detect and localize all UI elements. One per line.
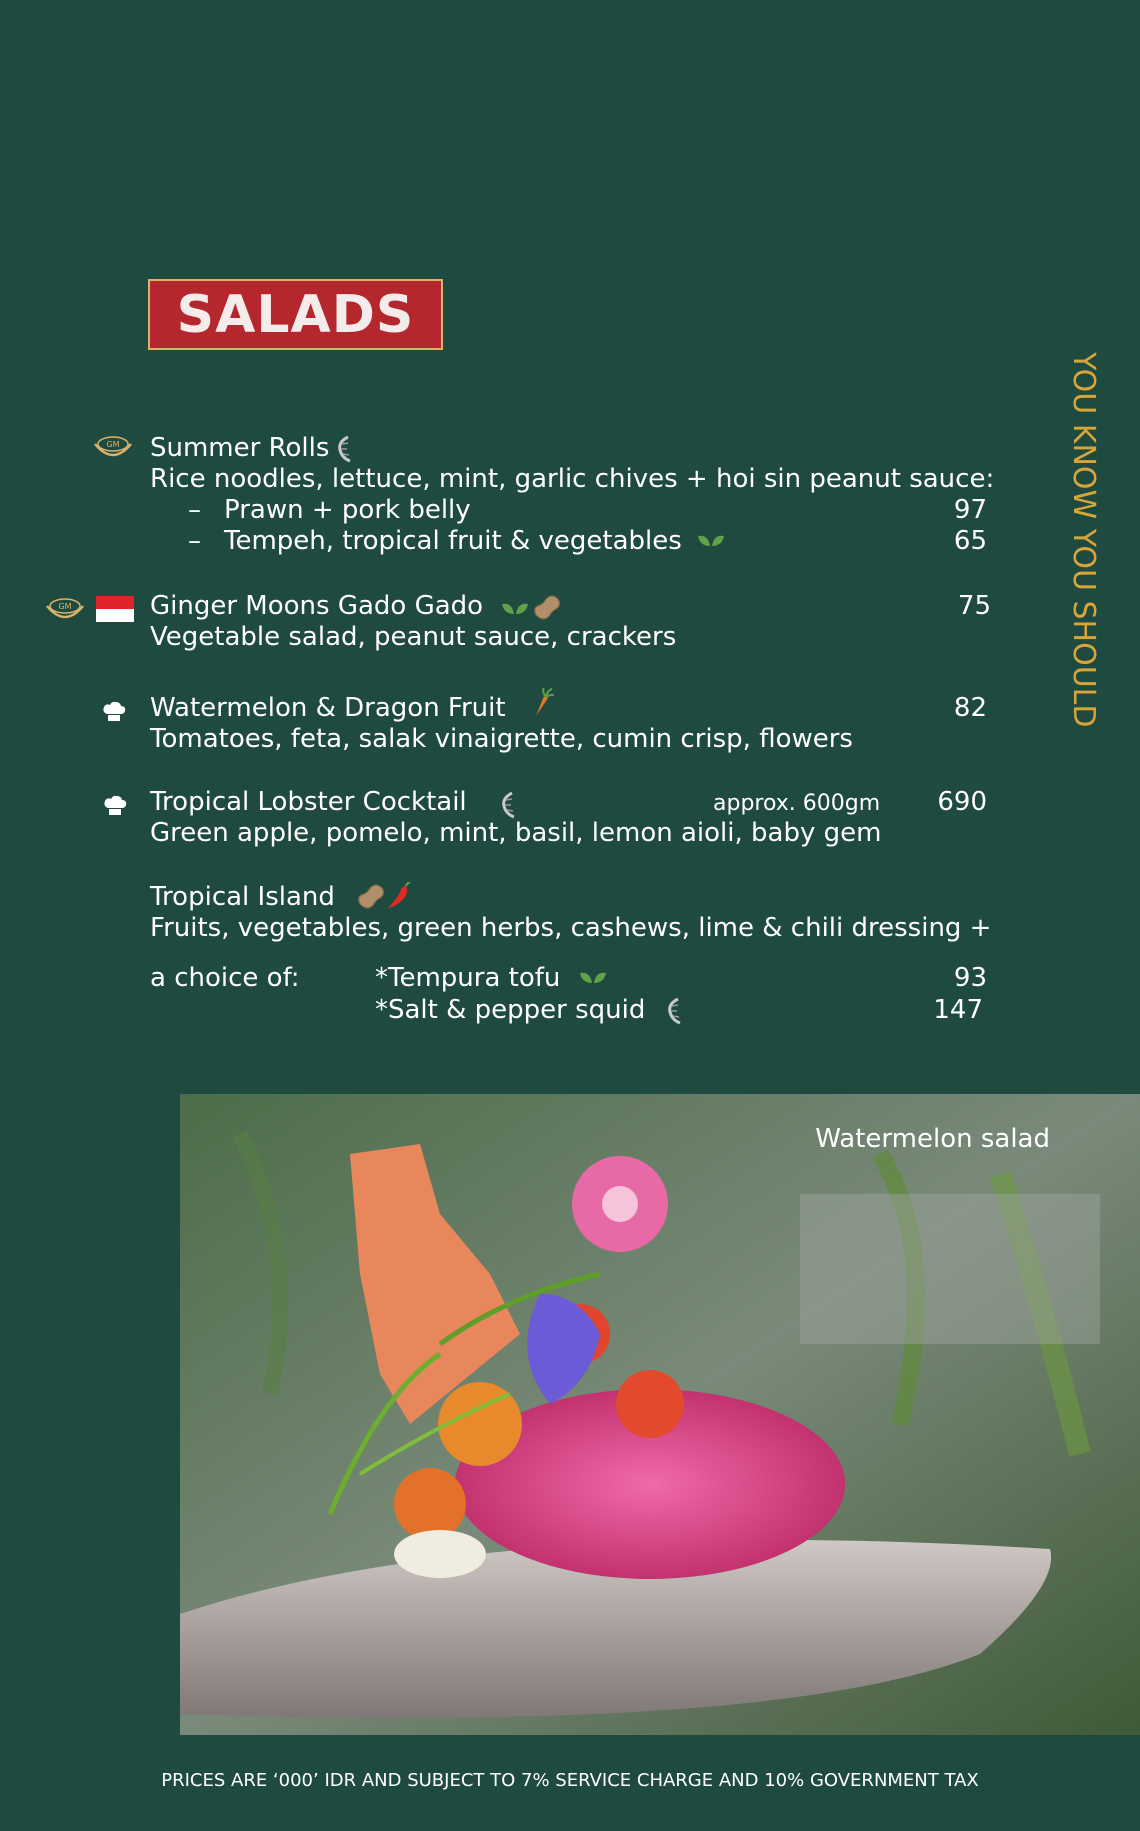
section-title-box — [148, 279, 443, 350]
item-desc-lobster: Green apple, pomelo, mint, basil, lemon aioli, baby gem — [150, 818, 882, 848]
item-note-lobster: approx. 600gm — [713, 791, 881, 816]
choice-price-salt-pepper-squid: 147 — [933, 995, 983, 1025]
shrimp-icon — [664, 996, 686, 1026]
item-price-gado-gado: 75 — [957, 591, 991, 621]
item-name-tropical-island: Tropical Island — [150, 882, 335, 912]
option-price-tempeh: 65 — [953, 526, 987, 556]
option-label-tempeh: Tempeh, tropical fruit & vegetables — [224, 526, 682, 556]
shrimp-icon — [498, 790, 520, 820]
chili-icon — [386, 882, 412, 910]
leaf-icon — [500, 600, 530, 620]
svg-text:GM: GM — [58, 602, 72, 611]
carrot-icon — [532, 688, 554, 718]
chef-hat-icon — [103, 794, 127, 818]
peanut-icon — [530, 593, 564, 623]
choice-tempura-tofu: *Tempura tofu — [375, 963, 561, 993]
option-bullet: – — [188, 495, 201, 525]
price-disclaimer: PRICES ARE ‘000’ IDR AND SUBJECT TO 7% SERVICE CHARGE AND 10% GOVERNMENT TAX — [161, 1770, 979, 1791]
leaf-icon — [578, 969, 608, 989]
watermelon-salad-photo — [180, 1094, 1140, 1735]
item-desc-summer-rolls: Rice noodles, lettuce, mint, garlic chives + hoi sin peanut sauce: — [150, 464, 995, 494]
option-label-prawn: Prawn + pork belly — [224, 495, 471, 525]
item-name-gado-gado: Ginger Moons Gado Gado — [150, 591, 484, 621]
option-bullet: – — [188, 526, 201, 556]
choice-price-tempura-tofu: 93 — [953, 963, 987, 993]
item-name-summer-rolls: Summer Rolls — [150, 433, 330, 463]
svg-text:GM: GM — [106, 440, 120, 449]
shrimp-icon — [334, 434, 356, 464]
choice-label: a choice of: — [150, 963, 300, 993]
bowl-icon — [44, 594, 86, 624]
option-price-prawn: 97 — [953, 495, 987, 525]
section-title: SALADS — [176, 284, 415, 345]
side-tagline: YOU KNOW YOU SHOULD — [1066, 352, 1101, 728]
indonesia-flag-icon — [96, 596, 134, 622]
choice-salt-pepper-squid: *Salt & pepper squid — [375, 995, 646, 1025]
bowl-icon — [92, 432, 134, 462]
salad-illustration — [180, 1094, 1140, 1735]
item-desc-watermelon: Tomatoes, feta, salak vinaigrette, cumin crisp, flowers — [150, 724, 853, 754]
item-desc-gado-gado: Vegetable salad, peanut sauce, crackers — [150, 622, 677, 652]
peanut-icon — [354, 882, 388, 912]
item-price-lobster: 690 — [937, 787, 987, 817]
photo-caption: Watermelon salad — [815, 1124, 1050, 1154]
leaf-icon — [696, 532, 726, 552]
item-desc-tropical-island: Fruits, vegetables, green herbs, cashews, lime & chili dressing + — [150, 913, 992, 943]
item-price-watermelon: 82 — [953, 693, 987, 723]
item-name-watermelon: Watermelon & Dragon Fruit — [150, 693, 506, 723]
chef-hat-icon — [102, 700, 126, 724]
item-name-lobster: Tropical Lobster Cocktail — [150, 787, 467, 817]
